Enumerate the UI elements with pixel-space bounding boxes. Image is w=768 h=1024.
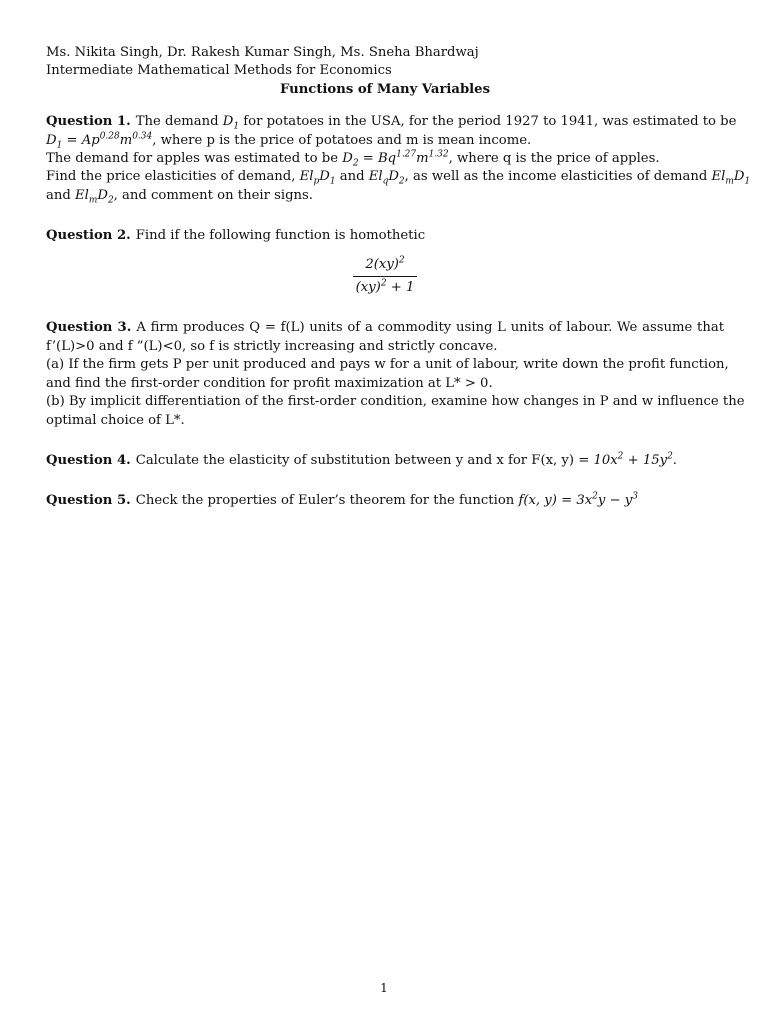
question-2: [46, 227, 724, 297]
q4-line-1: Question 4. Calculate the elasticity of substitution between y and x for F(x, $y) = 10x^2 + 15y^2$.: [46, 451, 677, 468]
q4-label: Question 4.: [46, 452, 131, 468]
q1-text: The demand: [135, 114, 223, 130]
question-3: [46, 319, 745, 429]
q2-label: Question 2.: [46, 228, 131, 244]
q1-apple-demand-eq: $D_2 = Bq^{1.27}m^{1.32}$: [342, 149, 449, 169]
q2-denominator: (xy)$^2$ + 1: [353, 276, 418, 297]
q5-label: Question 5.: [46, 493, 131, 509]
q1-text-b: for potatoes in the USA, for the period 1927 to 1941, was estimated to be: [239, 114, 737, 130]
document-title: Functions of Many Variables: [280, 81, 490, 97]
page-number: 1: [380, 981, 388, 995]
q1-text-c: , where p is the price of potatoes and m is mean income.: [152, 132, 532, 148]
question-1: [46, 113, 751, 206]
document-page: [46, 44, 751, 511]
q1-el-q-d2: $El_qD_2$: [368, 169, 405, 188]
q2-fraction-equation: [46, 256, 724, 298]
question-4: [46, 452, 724, 470]
q2-fraction: [353, 256, 418, 298]
q1-el-p-d1: $El_pD_1$: [299, 169, 336, 188]
q1-line-2: [46, 132, 724, 150]
q1-line-5: and $El_mD_2$, and comment on their signs.: [46, 187, 313, 206]
q4-function: $10x^2 + 15y^2$: [593, 451, 673, 468]
q2-text: Find if the following function is homothetic: [135, 228, 426, 244]
q5-line-1: Question 5. Check the properties of Euler’s theorem for the function f(x, $y) = 3x^2y - y^3$: [46, 491, 638, 509]
q3-line-1: Question 3. A firm produces Q = f(L) units of a commodity using L units of labour. We assume that: [46, 320, 725, 336]
q1-line-1: [46, 113, 737, 132]
q1-line-3: The demand for apples was estimated to be $D_2 = Bq^{1.27}m^{1.32}$, where q is the price of apples.: [46, 149, 660, 169]
q3-line-3: (a) If the firm gets P per unit produced and pays w for a unit of labour, write down the profit function,: [46, 357, 729, 373]
q1-line-4: Find the price elasticities of demand, $El_pD_1$ and $El_qD_2$, as well as the income elasticities of demand $El_mD_1$: [46, 169, 751, 188]
q1-el-m-d1: $El_mD_1$: [711, 169, 751, 188]
authors-line: Ms. Nikita Singh, Dr. Rakesh Kumar Singh, Ms. Sneha Bhardwaj: [46, 45, 479, 60]
course-line: Intermediate Mathematical Methods for Economics: [46, 63, 392, 79]
q5-function: f(x, $y) = 3x^2y - y^3$: [518, 491, 638, 509]
q3-line-6: optimal choice of L*.: [46, 412, 185, 428]
q3-line-2: f’(L)>0 and f ”(L)<0, so f is strictly increasing and strictly concave.: [46, 338, 498, 354]
q2-line-1: [46, 227, 724, 245]
q3-line-5: (b) By implicit differentiation of the first-order condition, examine how changes in P and w influence the: [46, 394, 745, 410]
q1-el-m-d2: $El_mD_2$: [75, 187, 114, 206]
q2-numerator: 2(xy)$^2$: [365, 255, 405, 272]
q1-potato-demand-eq: $D_1 = Ap^{0.28}m^{0.34}$: [46, 131, 153, 151]
q3-line-4: and find the first-order condition for profit maximization at L* > 0.: [46, 375, 493, 391]
question-5: [46, 492, 724, 510]
q3-label: Question 3.: [46, 320, 132, 336]
q1-label: Question 1.: [46, 114, 131, 130]
q1-d1: $D_1$: [222, 114, 240, 132]
